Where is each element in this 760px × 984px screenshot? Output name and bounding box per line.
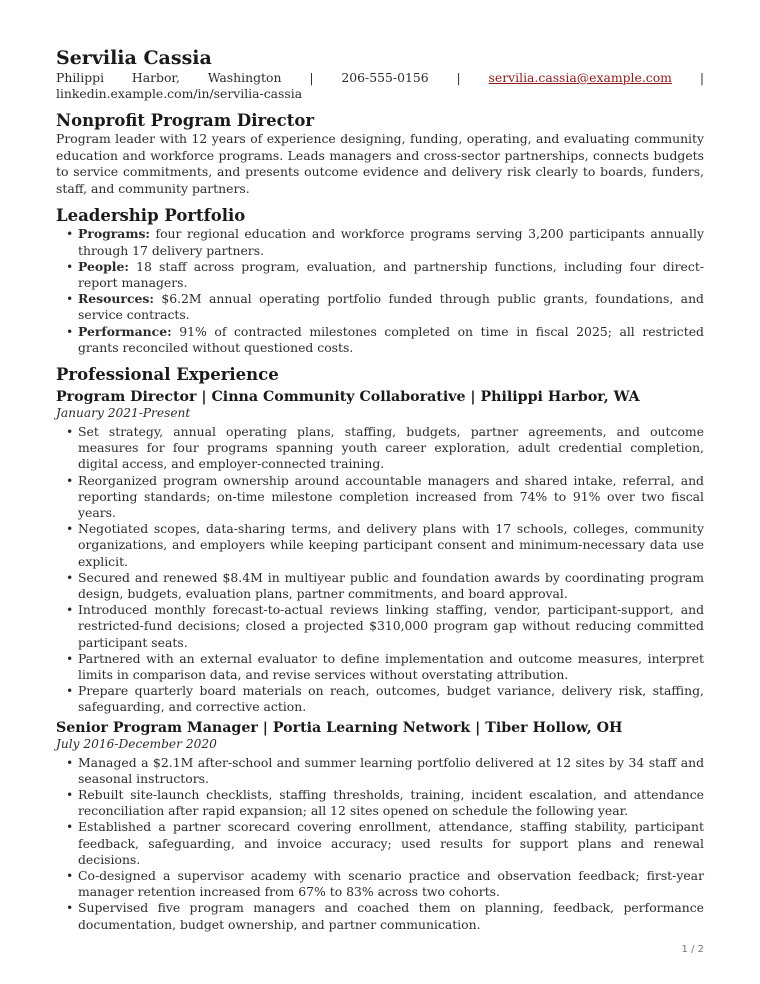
list-item: • Set strategy, annual operating plans, staffing, budgets, partner agreements, and outcome measures for four programs spanning youth career exploration, adult credential completion, digital access, and employer-connected training. (78, 424, 704, 473)
portfolio-list (56, 226, 704, 356)
summary-heading: Nonprofit Program Director (56, 111, 315, 130)
list-item: • Rebuilt site-launch checklists, staffing thresholds, training, incident escalation, and attendance reconciliation after rapid expansion; all 12 sites opened on schedule the following year. (78, 787, 704, 819)
job-bullets (56, 755, 704, 933)
bullet-text: four regional education and workforce programs serving 3,200 participants annually through 17 delivery partners. (78, 226, 704, 258)
list-item (78, 324, 704, 356)
list-item: • Introduced monthly forecast-to-actual reviews linking staffing, vendor, participant-support, and restricted-fund decisions; closed a projected $310,000 program gap without reducing committed participant seats. (78, 602, 704, 651)
job-dates: July 2016-December 2020 (56, 736, 217, 751)
list-item: • Negotiated scopes, data-sharing terms, and delivery plans with 17 schools, colleges, community organizations, and employers while keeping participant consent and minimum-necessary data use explicit. (78, 521, 704, 570)
contact-phone: 206-555-0156 (341, 70, 429, 85)
contact-linkedin: linkedin.example.com/in/servilia-cassia (56, 86, 303, 101)
list-item: • Partnered with an external evaluator to define implementation and outcome measures, interpret limits in comparison data, and revise services without overstating attribution. (78, 651, 704, 683)
job-dates: January 2021-Present (56, 406, 191, 420)
list-item: • Prepare quarterly board materials on reach, outcomes, budget variance, delivery risk, staffing, safeguarding, and corrective action. (78, 683, 704, 715)
portfolio-heading: Leadership Portfolio (56, 206, 246, 226)
list-item (78, 226, 704, 258)
bullet-label: People: (78, 258, 129, 274)
bullet-label: Programs: (78, 226, 150, 242)
job-title: Program Director | Cinna Community Collaborative | Philippi Harbor, WA (56, 389, 640, 405)
bullet-text: 18 staff across program, evaluation, and partnership functions, including four direct-report managers. (78, 258, 704, 290)
contact-line (56, 70, 704, 102)
candidate-name: Servilia Cassia (56, 47, 212, 69)
list-item: • Secured and renewed $8.4M in multiyear public and foundation awards by coordinating program design, budgets, evaluation plans, partner commitments, and board approval. (78, 570, 704, 602)
contact-email-link[interactable]: servilia.cassia@example.com (488, 70, 672, 85)
experience-heading: Professional Experience (56, 365, 279, 384)
summary-text: Program leader with 12 years of experience designing, funding, operating, and evaluating community education and workforce programs. Leads managers and cross-sector partnerships, connects budgets to service commitments, and presents outcome evidence and delivery risk clearly to boards, funders, staff, and community partners. (56, 131, 704, 196)
bullet-label: Performance: (78, 323, 172, 339)
list-item (78, 259, 704, 291)
list-item: • Reorganized program ownership around accountable managers and shared intake, referral, and reporting standards; on-time milestone completion increased from 74% to 91% over two fiscal years. (78, 473, 704, 522)
contact-separator: | (699, 70, 704, 85)
resume-page (56, 46, 704, 933)
bullet-text: $6.2M annual operating portfolio funded through public grants, foundations, and service contracts. (78, 291, 704, 323)
page-number: 1 / 2 (681, 944, 704, 955)
job-title: Senior Program Manager | Portia Learning Network | Tiber Hollow, OH (56, 719, 623, 736)
list-item: • Managed a $2.1M after-school and summer learning portfolio delivered at 12 sites by 34 staff and seasonal instructors. (78, 755, 704, 787)
list-item (78, 291, 704, 323)
contact-separator: | (309, 70, 314, 85)
bullet-text: 91% of contracted milestones completed on time in fiscal 2025; all restricted grants reconciled without questioned costs. (78, 323, 704, 355)
contact-location: Philippi Harbor, Washington (56, 70, 282, 85)
contact-separator: | (456, 70, 461, 85)
job-bullets (56, 424, 704, 716)
list-item: • Co-designed a supervisor academy with scenario practice and observation feedback; first-year manager retention increased from 67% to 83% across two cohorts. (78, 868, 704, 900)
list-item: • Established a partner scorecard covering enrollment, attendance, staffing stability, participant feedback, safeguarding, and invoice accuracy; used results for support plans and renewal decisions. (78, 819, 704, 868)
list-item: • Supervised five program managers and coached them on planning, feedback, performance documentation, budget ownership, and partner communication. (78, 900, 704, 932)
bullet-label: Resources: (78, 291, 154, 307)
